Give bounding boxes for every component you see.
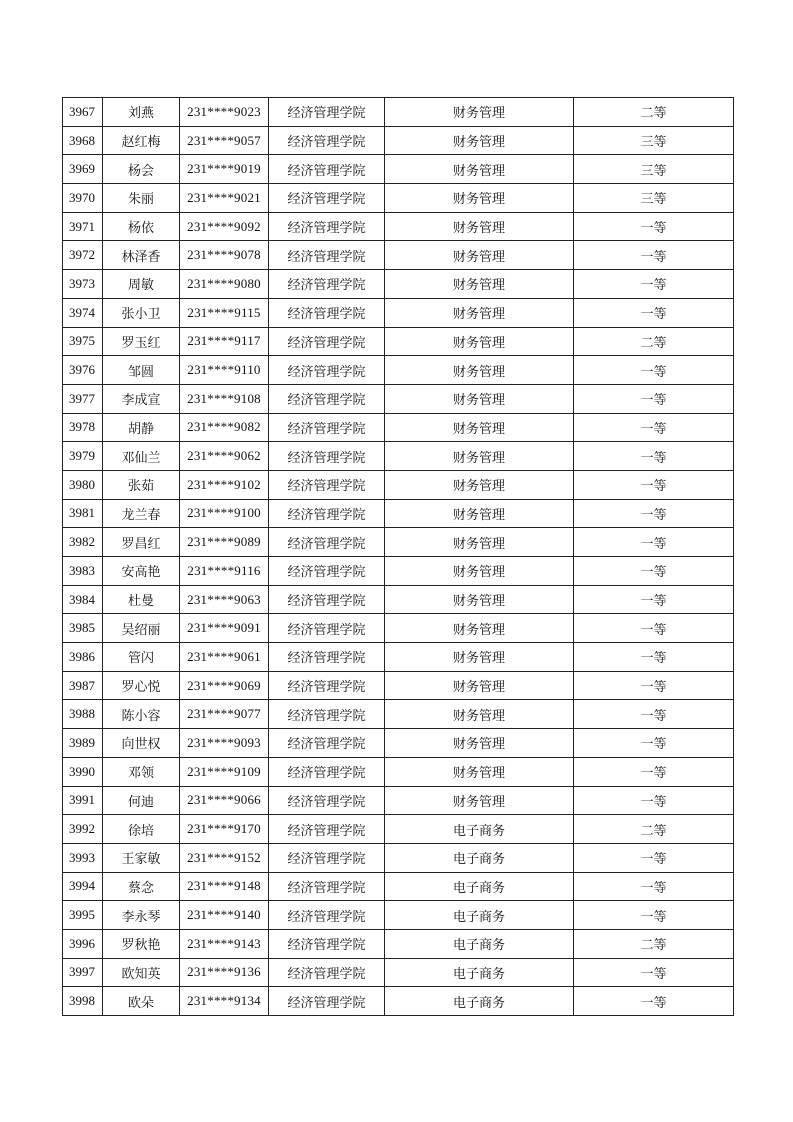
cell-college: 经济管理学院 [269,872,385,901]
cell-award-grade: 一等 [574,442,734,471]
cell-college: 经济管理学院 [269,184,385,213]
table-row [63,643,734,672]
cell-award-grade: 一等 [574,557,734,586]
table-row [63,413,734,442]
table-row [63,929,734,958]
table-row [63,470,734,499]
cell-serial-number: 3970 [63,184,103,213]
cell-award-grade: 一等 [574,872,734,901]
table-row [63,241,734,270]
cell-major: 财务管理 [385,442,574,471]
cell-student-name: 罗心悦 [103,671,180,700]
cell-college: 经济管理学院 [269,528,385,557]
cell-serial-number: 3989 [63,729,103,758]
cell-college: 经济管理学院 [269,384,385,413]
cell-serial-number: 3967 [63,98,103,127]
cell-major: 财务管理 [385,241,574,270]
cell-college: 经济管理学院 [269,470,385,499]
cell-student-id: 231****9082 [180,413,269,442]
cell-award-grade: 一等 [574,499,734,528]
cell-student-name: 刘燕 [103,98,180,127]
cell-student-name: 邹圆 [103,356,180,385]
cell-student-name: 朱丽 [103,184,180,213]
cell-college: 经济管理学院 [269,241,385,270]
table-row [63,700,734,729]
cell-award-grade: 一等 [574,470,734,499]
cell-student-id: 231****9023 [180,98,269,127]
cell-serial-number: 3969 [63,155,103,184]
cell-college: 经济管理学院 [269,786,385,815]
cell-student-name: 向世权 [103,729,180,758]
cell-award-grade: 一等 [574,671,734,700]
cell-major: 财务管理 [385,298,574,327]
cell-award-grade: 一等 [574,700,734,729]
cell-student-id: 231****9136 [180,958,269,987]
cell-serial-number: 3997 [63,958,103,987]
cell-student-name: 罗秋艳 [103,929,180,958]
cell-major: 电子商务 [385,872,574,901]
table-row [63,499,734,528]
cell-college: 经济管理学院 [269,499,385,528]
table-row [63,757,734,786]
cell-major: 财务管理 [385,671,574,700]
cell-award-grade: 一等 [574,901,734,930]
cell-college: 经济管理学院 [269,327,385,356]
cell-major: 财务管理 [385,614,574,643]
cell-college: 经济管理学院 [269,585,385,614]
cell-award-grade: 一等 [574,614,734,643]
cell-student-id: 231****9021 [180,184,269,213]
cell-student-name: 张小卫 [103,298,180,327]
cell-college: 经济管理学院 [269,155,385,184]
cell-serial-number: 3975 [63,327,103,356]
cell-student-id: 231****9140 [180,901,269,930]
cell-college: 经济管理学院 [269,700,385,729]
cell-award-grade: 一等 [574,270,734,299]
cell-award-grade: 一等 [574,212,734,241]
cell-student-id: 231****9134 [180,987,269,1016]
cell-student-name: 邓领 [103,757,180,786]
cell-college: 经济管理学院 [269,270,385,299]
cell-college: 经济管理学院 [269,901,385,930]
cell-student-id: 231****9143 [180,929,269,958]
cell-student-id: 231****9116 [180,557,269,586]
cell-college: 经济管理学院 [269,643,385,672]
cell-student-name: 欧知英 [103,958,180,987]
cell-student-id: 231****9089 [180,528,269,557]
cell-college: 经济管理学院 [269,815,385,844]
cell-college: 经济管理学院 [269,987,385,1016]
table-row [63,212,734,241]
cell-student-id: 231****9152 [180,843,269,872]
cell-award-grade: 一等 [574,958,734,987]
cell-student-id: 231****9102 [180,470,269,499]
cell-student-id: 231****9062 [180,442,269,471]
cell-major: 财务管理 [385,98,574,127]
table-row [63,126,734,155]
cell-student-id: 231****9061 [180,643,269,672]
table-row [63,98,734,127]
cell-student-name: 杨会 [103,155,180,184]
cell-major: 财务管理 [385,557,574,586]
cell-student-id: 231****9077 [180,700,269,729]
table-row [63,843,734,872]
cell-student-id: 231****9110 [180,356,269,385]
cell-serial-number: 3978 [63,413,103,442]
cell-student-id: 231****9057 [180,126,269,155]
cell-student-id: 231****9108 [180,384,269,413]
cell-serial-number: 3986 [63,643,103,672]
cell-student-name: 邓仙兰 [103,442,180,471]
cell-major: 财务管理 [385,327,574,356]
table-row [63,786,734,815]
cell-serial-number: 3985 [63,614,103,643]
cell-major: 财务管理 [385,356,574,385]
cell-major: 电子商务 [385,958,574,987]
cell-major: 财务管理 [385,470,574,499]
cell-student-id: 231****9115 [180,298,269,327]
cell-college: 经济管理学院 [269,98,385,127]
cell-college: 经济管理学院 [269,442,385,471]
cell-serial-number: 3968 [63,126,103,155]
cell-student-id: 231****9078 [180,241,269,270]
cell-award-grade: 一等 [574,298,734,327]
cell-student-name: 蔡念 [103,872,180,901]
cell-award-grade: 三等 [574,184,734,213]
cell-student-name: 周敏 [103,270,180,299]
cell-serial-number: 3996 [63,929,103,958]
cell-major: 财务管理 [385,155,574,184]
cell-serial-number: 3993 [63,843,103,872]
cell-serial-number: 3982 [63,528,103,557]
cell-college: 经济管理学院 [269,212,385,241]
cell-serial-number: 3974 [63,298,103,327]
cell-student-name: 张茹 [103,470,180,499]
table-row [63,298,734,327]
cell-serial-number: 3984 [63,585,103,614]
table-row [63,901,734,930]
table-row [63,184,734,213]
cell-major: 电子商务 [385,901,574,930]
cell-award-grade: 一等 [574,384,734,413]
cell-student-id: 231****9069 [180,671,269,700]
table-row [63,585,734,614]
cell-student-id: 231****9063 [180,585,269,614]
cell-award-grade: 三等 [574,126,734,155]
cell-serial-number: 3987 [63,671,103,700]
cell-serial-number: 3991 [63,786,103,815]
table-row [63,815,734,844]
table-row [63,270,734,299]
cell-serial-number: 3980 [63,470,103,499]
cell-major: 财务管理 [385,499,574,528]
cell-student-name: 杜曼 [103,585,180,614]
cell-student-name: 李永琴 [103,901,180,930]
table-row [63,729,734,758]
table-row [63,614,734,643]
cell-student-id: 231****9066 [180,786,269,815]
cell-major: 电子商务 [385,987,574,1016]
cell-college: 经济管理学院 [269,757,385,786]
cell-serial-number: 3994 [63,872,103,901]
cell-major: 财务管理 [385,528,574,557]
cell-award-grade: 一等 [574,585,734,614]
cell-serial-number: 3990 [63,757,103,786]
cell-serial-number: 3971 [63,212,103,241]
table-row [63,327,734,356]
cell-college: 经济管理学院 [269,298,385,327]
cell-student-name: 赵红梅 [103,126,180,155]
cell-major: 财务管理 [385,585,574,614]
cell-student-id: 231****9100 [180,499,269,528]
cell-major: 电子商务 [385,843,574,872]
cell-student-name: 林泽香 [103,241,180,270]
cell-student-id: 231****9080 [180,270,269,299]
cell-award-grade: 一等 [574,528,734,557]
cell-award-grade: 二等 [574,929,734,958]
cell-college: 经济管理学院 [269,356,385,385]
table-row [63,557,734,586]
cell-student-id: 231****9019 [180,155,269,184]
cell-college: 经济管理学院 [269,843,385,872]
cell-major: 财务管理 [385,786,574,815]
cell-student-id: 231****9109 [180,757,269,786]
scholarship-table [62,97,734,1016]
cell-award-grade: 一等 [574,643,734,672]
cell-student-name: 龙兰春 [103,499,180,528]
cell-college: 经济管理学院 [269,671,385,700]
cell-major: 电子商务 [385,815,574,844]
cell-college: 经济管理学院 [269,729,385,758]
cell-serial-number: 3988 [63,700,103,729]
cell-major: 财务管理 [385,384,574,413]
cell-major: 财务管理 [385,126,574,155]
cell-major: 财务管理 [385,643,574,672]
cell-student-name: 管闪 [103,643,180,672]
cell-student-name: 杨依 [103,212,180,241]
cell-student-id: 231****9170 [180,815,269,844]
cell-student-id: 231****9093 [180,729,269,758]
cell-major: 财务管理 [385,270,574,299]
cell-serial-number: 3979 [63,442,103,471]
cell-student-name: 李成宣 [103,384,180,413]
cell-student-name: 吴绍丽 [103,614,180,643]
cell-award-grade: 一等 [574,241,734,270]
cell-major: 财务管理 [385,757,574,786]
cell-student-id: 231****9091 [180,614,269,643]
cell-college: 经济管理学院 [269,413,385,442]
cell-student-name: 陈小容 [103,700,180,729]
table-row [63,528,734,557]
cell-student-name: 何迪 [103,786,180,815]
cell-serial-number: 3973 [63,270,103,299]
table-row [63,384,734,413]
cell-college: 经济管理学院 [269,126,385,155]
table-row [63,958,734,987]
cell-serial-number: 3977 [63,384,103,413]
table-body [63,98,734,1016]
cell-award-grade: 一等 [574,843,734,872]
table-row [63,671,734,700]
cell-award-grade: 一等 [574,757,734,786]
cell-serial-number: 3981 [63,499,103,528]
cell-college: 经济管理学院 [269,958,385,987]
cell-student-name: 罗玉红 [103,327,180,356]
cell-student-id: 231****9148 [180,872,269,901]
cell-student-name: 欧朵 [103,987,180,1016]
cell-award-grade: 一等 [574,987,734,1016]
cell-award-grade: 一等 [574,786,734,815]
cell-award-grade: 二等 [574,815,734,844]
table-row [63,356,734,385]
cell-student-id: 231****9117 [180,327,269,356]
cell-major: 财务管理 [385,212,574,241]
cell-student-id: 231****9092 [180,212,269,241]
cell-major: 财务管理 [385,729,574,758]
cell-major: 电子商务 [385,929,574,958]
cell-serial-number: 3998 [63,987,103,1016]
cell-major: 财务管理 [385,184,574,213]
table-row [63,872,734,901]
cell-student-name: 罗昌红 [103,528,180,557]
cell-award-grade: 一等 [574,729,734,758]
table-row [63,442,734,471]
cell-award-grade: 三等 [574,155,734,184]
cell-major: 财务管理 [385,413,574,442]
cell-serial-number: 3992 [63,815,103,844]
cell-serial-number: 3976 [63,356,103,385]
cell-student-name: 徐培 [103,815,180,844]
cell-serial-number: 3972 [63,241,103,270]
cell-award-grade: 二等 [574,327,734,356]
cell-college: 经济管理学院 [269,929,385,958]
cell-college: 经济管理学院 [269,614,385,643]
cell-major: 财务管理 [385,700,574,729]
table-row [63,987,734,1016]
cell-award-grade: 一等 [574,413,734,442]
table-row [63,155,734,184]
cell-student-name: 安高艳 [103,557,180,586]
cell-award-grade: 一等 [574,356,734,385]
cell-serial-number: 3995 [63,901,103,930]
cell-award-grade: 二等 [574,98,734,127]
cell-serial-number: 3983 [63,557,103,586]
cell-student-name: 胡静 [103,413,180,442]
cell-student-name: 王家敏 [103,843,180,872]
cell-college: 经济管理学院 [269,557,385,586]
